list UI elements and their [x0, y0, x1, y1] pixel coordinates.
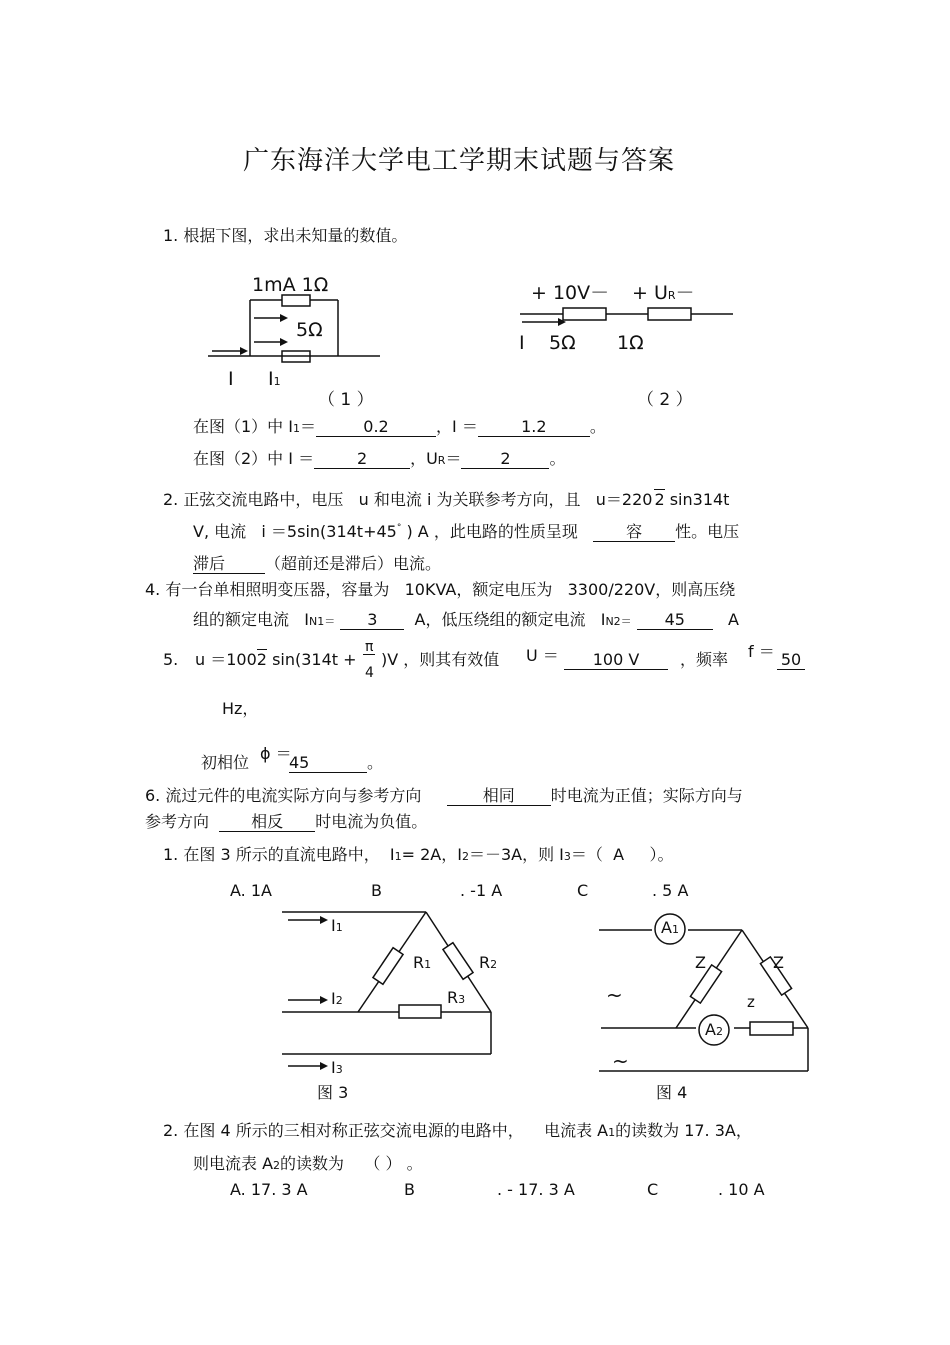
fig3-r1-label: R1 [413, 953, 432, 972]
fig2-voltage-label: + 10V－ [531, 282, 610, 304]
answer-blank: 相同 [447, 788, 551, 806]
mc1-option-c: C [577, 881, 589, 900]
q2-line-2: V, 电流 i ＝5sin(314t+45° ) A ，此电路的性质呈现 容 性。电压 [193, 522, 740, 541]
answer-blank: 相反 [219, 814, 315, 832]
mc1-question: 1. 在图 3 所示的直流电路中， I1= 2A，I2＝－3A，则 I3＝（ A ）。 [163, 845, 674, 864]
q1-answer-line-2: 在图（2）中 I ＝ 2 ，UR＝ 2 。 [193, 449, 566, 468]
fig1-top-label: 1mA 1Ω [252, 274, 329, 296]
q4-line-2: 组的额定电流 IN1＝ 3 A，低压绕组的额定电流 IN2＝ 45 A [193, 610, 739, 629]
mc2-option-c-value: . 10 A [718, 1180, 765, 1199]
answer-blank: 容 [593, 524, 675, 542]
q5-hz: Hz， [222, 699, 259, 718]
fig4-tilde-2: ~ [612, 1049, 629, 1073]
q5-phi: ϕ ＝ [260, 744, 292, 763]
answer-blank: 1.2 [478, 419, 590, 437]
mc2-option-c: C [647, 1180, 659, 1199]
q5-freq-label: ，频率 [680, 650, 729, 669]
mc1-option-b: B [371, 881, 382, 900]
arrow-i3 [320, 1062, 328, 1070]
mc2-option-a: A. 17. 3 A [230, 1180, 308, 1199]
answer-blank: 2 [461, 451, 549, 469]
fig2-r1-label: 5Ω [549, 332, 576, 354]
mc1-option-b-value: . -1 A [460, 881, 503, 900]
fig1-current-i: I [228, 368, 234, 390]
fig3-r3-label: R3 [447, 988, 466, 1007]
impedance-z3 [750, 1022, 793, 1035]
sqrt-sign: 2 [654, 490, 665, 509]
mc2-option-b-value: . - 17. 3 A [497, 1180, 575, 1199]
mc2-option-b: B [404, 1180, 415, 1199]
arrow-i2 [320, 996, 328, 1004]
fig2-ur-label: + UR－ [632, 282, 695, 304]
q1-answer-line-1: 在图（1）中 I1＝ 0.2 ，I ＝ 1.2 。 [193, 417, 606, 436]
q5-number: 5. [163, 650, 179, 669]
q5-answer-3: 45 。 [289, 753, 384, 772]
answer-blank: 45 [289, 755, 367, 773]
answer-blank: 3 [340, 612, 404, 630]
q5-text: )V ，则其有效值 [381, 650, 500, 669]
fig2-caption: （ 2 ） [637, 390, 693, 410]
fig2-current-i: I [519, 332, 525, 354]
question-1-text: 1. 根据下图，求出未知量的数值。 [163, 226, 408, 245]
q5-phase-label: 初相位 [201, 753, 250, 772]
answer-blank: 100 V [564, 652, 668, 670]
pi-numerator: π [365, 639, 374, 655]
mc2-line-1: 2. 在图 4 所示的三相对称正弦交流电源的电路中， 电流表 A1的读数为 17. 3A， [163, 1121, 752, 1140]
fig1-resistor-label: 5Ω [296, 319, 323, 341]
q6-line-1: 6. 流过元件的电流实际方向与参考方向 相同 时电流为正值；实际方向与 [145, 786, 743, 805]
mc1-option-a: A. 1A [230, 881, 272, 900]
fig4-caption: 图 4 [656, 1083, 688, 1102]
q6-line-2: 参考方向 相反 时电流为负值。 [145, 812, 428, 831]
page-title: 广东海洋大学电工学期末试题与答案 [243, 146, 676, 176]
answer-blank: 45 [637, 612, 713, 630]
answer-blank: 滞后 [193, 556, 265, 574]
resistor-r2 [443, 943, 473, 980]
q5-f-symbol: f ＝ [748, 642, 775, 661]
mc1-option-c-value: . 5 A [652, 881, 689, 900]
resistor-r3 [399, 1005, 441, 1018]
sqrt-sign: 2 [256, 650, 267, 669]
answer-blank: 2 [314, 451, 410, 469]
answer-blank: 50 [777, 652, 805, 670]
fig3-i3: I3 [331, 1058, 343, 1077]
fig4-a2-label: A2 [705, 1020, 723, 1039]
q5-U-label: U ＝ [526, 646, 559, 665]
q2-line-3: 滞后 （超前还是滞后）电流。 [193, 554, 442, 573]
q5-formula: u ＝1002 sin(314t + [195, 650, 357, 669]
fig4-a1-label: A1 [661, 918, 679, 937]
fig4-tilde-1: ~ [606, 983, 623, 1007]
answer-blank: 0.2 [316, 419, 436, 437]
q2-line-1: 2. 正弦交流电路中，电压 u 和电流 i 为关联参考方向，且 u＝220 2 sin314t [163, 490, 730, 509]
four-denominator: 4 [365, 665, 374, 681]
q4-line-1: 4. 有一台单相照明变压器，容量为 10KVA，额定电压为 3300/220V，则高压绕 [145, 580, 736, 599]
arrow-i1 [320, 916, 328, 924]
fig4-z2-label: Z [773, 953, 784, 972]
fig3-i1: I1 [331, 916, 343, 935]
fig4-z1-label: Z [695, 953, 706, 972]
fig3-i2: I2 [331, 989, 343, 1008]
fig2-r2-label: 1Ω [617, 332, 644, 354]
fig3-r2-label: R2 [479, 953, 498, 972]
fig3-caption: 图 3 [317, 1083, 349, 1102]
fig4-z3-label: z [747, 993, 755, 1011]
fig1-caption: （ 1 ） [318, 390, 374, 410]
resistor-r1 [373, 948, 403, 985]
mc2-line-2: 则电流表 A2的读数为 （ ） 。 [193, 1154, 423, 1173]
fig1-current-i1: I1 [268, 368, 281, 390]
